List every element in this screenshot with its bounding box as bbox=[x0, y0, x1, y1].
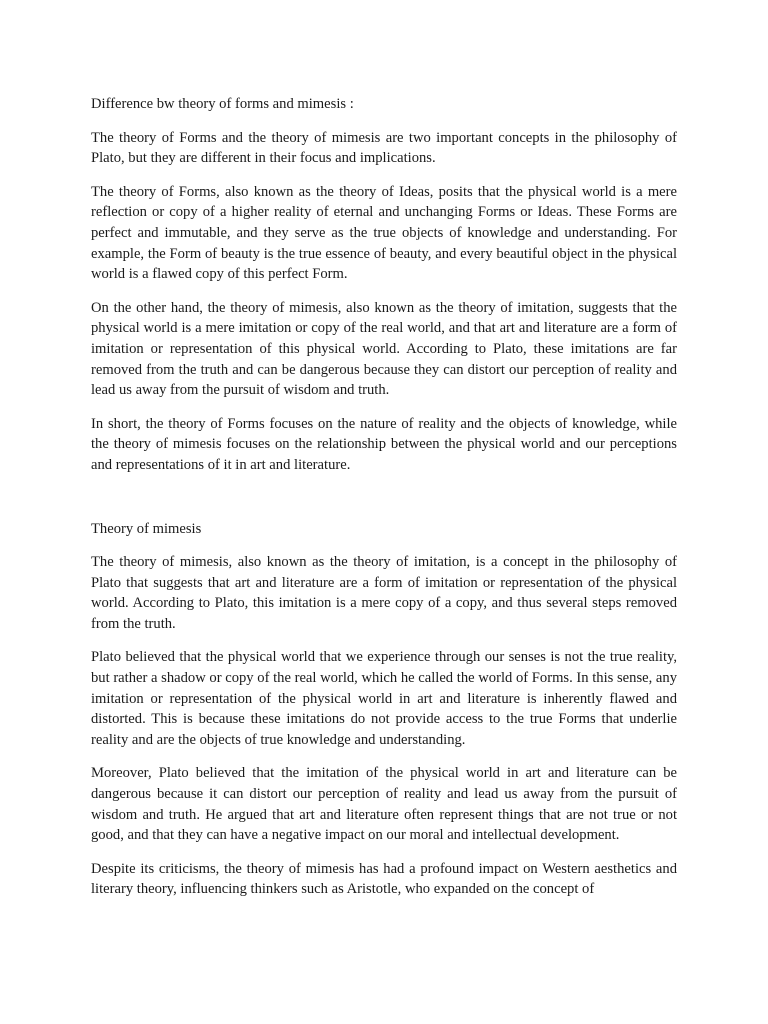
section-heading-mimesis: Theory of mimesis bbox=[91, 520, 202, 537]
paragraph: Despite its criticisms, the theory of mimesis has had a profound impact on Western aesthetics and literary theory, influencing thinkers such as Aristotle, who expanded on the concept of bbox=[91, 860, 677, 898]
paragraph: The theory of Forms and the theory of mimesis are two important concepts in the philosophy of Plato, but they are different in their focus and implications. bbox=[91, 129, 677, 167]
paragraph: In short, the theory of Forms focuses on the nature of reality and the objects of knowledge, while the theory of mimesis focuses on the relationship between the physical world and our perceptions and representations of it in art and literature. bbox=[91, 415, 677, 473]
paragraph: On the other hand, the theory of mimesis, also known as the theory of imitation, suggests that the physical world is a mere imitation or copy of the real world, and that art and literature are a form of imitation or representation of this physical world. According to Plato, these imitations are far removed from the truth and can be dangerous because they can distort our perception of reality and lead us away from the pursuit of wisdom and truth. bbox=[91, 299, 677, 399]
paragraph: Plato believed that the physical world that we experience through our senses is not the true reality, but rather a shadow or copy of the real world, which he called the world of Forms. In this sense, any imitation or representation of the physical world in art and literature is inherently flawed and distorted. This is because these imitations do not provide access to the true Forms that underlie reality and are the objects of true knowledge and understanding. bbox=[91, 649, 677, 748]
paragraph: The theory of mimesis, also known as the theory of imitation, is a concept in the philosophy of Plato that suggests that art and literature are a form of imitation or representation of the physical world. According to Plato, this imitation is a mere copy of a copy, and thus several steps removed from the truth. bbox=[91, 554, 677, 632]
paragraph: Moreover, Plato believed that the imitation of the physical world in art and literature can be dangerous because it can distort our perception of reality and lead us away from the pursuit of wisdom and truth. He argued that art and literature often represent things that are not true or not good, and that they can have a negative impact on our moral and intellectual development. bbox=[91, 765, 677, 844]
section-heading-difference: Difference bw theory of forms and mimesis : bbox=[91, 96, 354, 112]
paragraph: The theory of Forms, also known as the theory of Ideas, posits that the physical world is a mere reflection or copy of a higher reality of eternal and unchanging Forms or Ideas. These Forms are perfect and immutable, and they serve as the true objects of knowledge and understanding. For example, the Form of beauty is the true essence of beauty, and every beautiful object in the physical world is a flawed copy of this perfect Form. bbox=[91, 183, 677, 283]
document-body bbox=[91, 94, 677, 913]
